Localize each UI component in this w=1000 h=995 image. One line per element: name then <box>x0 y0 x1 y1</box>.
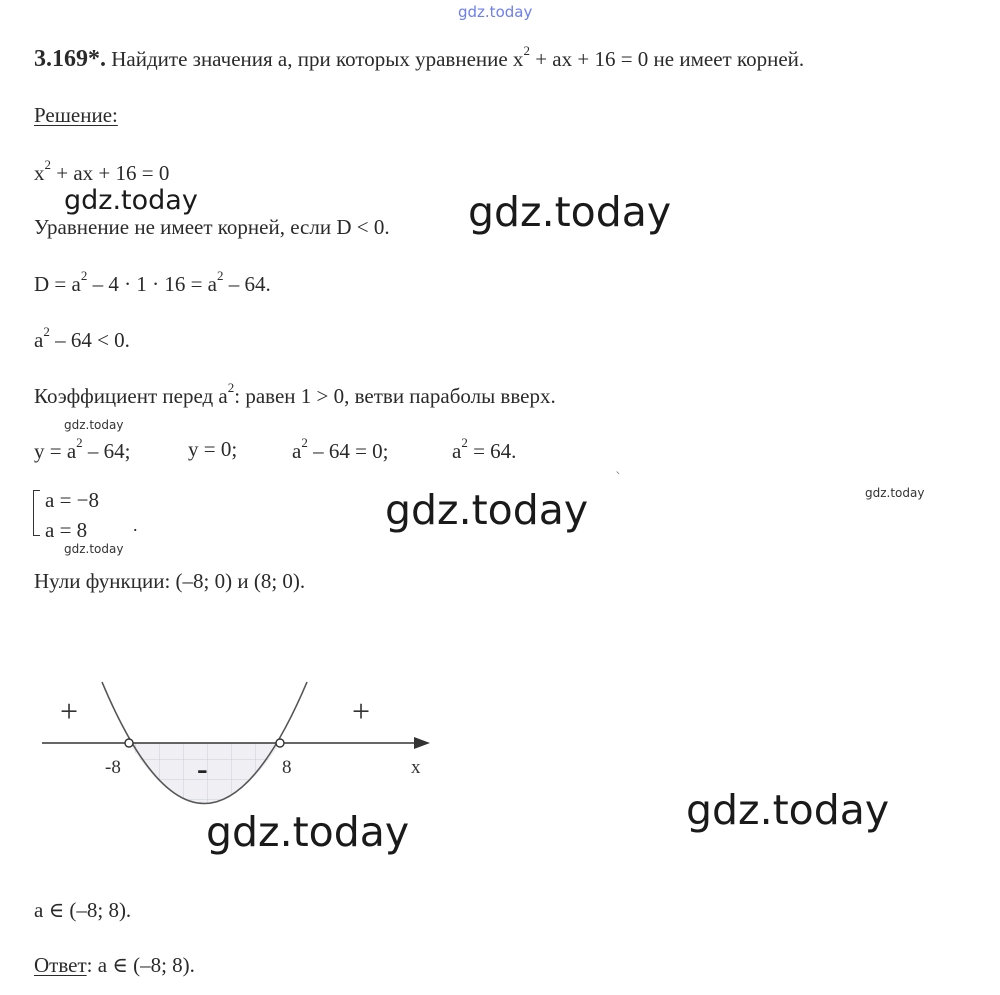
func-3b: – 64 = 0; <box>307 439 389 463</box>
ineq-exponent: 2 <box>43 324 50 339</box>
axis-label-x: x <box>411 757 421 778</box>
func-part-4 <box>452 435 517 463</box>
ineq-rest: – 64 < 0. <box>49 328 130 352</box>
zeros-line: Нули функции: (–8; 0) и (8; 0). <box>34 569 306 593</box>
problem-statement <box>34 43 805 72</box>
result-line: a ∈ (–8; 8). <box>34 898 132 922</box>
system-bracket <box>33 490 40 536</box>
top-watermark: gdz.today <box>458 3 533 21</box>
eq-rest: + ax + 16 = 0 <box>51 161 170 185</box>
problem-text-after: + ax + 16 = 0 не имеет корней. <box>529 47 805 71</box>
func-1-exponent: 2 <box>76 435 83 450</box>
minus-sign: - <box>197 750 208 786</box>
coef-part-b: : равен 1 > 0, ветви параболы вверх. <box>234 384 556 408</box>
watermark-2: gdz.today <box>468 188 672 236</box>
watermark-9: ` <box>615 471 622 487</box>
disc-exponent-2: 2 <box>217 268 224 283</box>
func-part-1 <box>34 435 131 463</box>
func-1a: y = a <box>34 439 77 463</box>
answer-text: : a ∈ (–8; 8). <box>86 953 195 977</box>
inequality-line <box>34 324 130 352</box>
watermark-8: gdz.today <box>206 808 410 856</box>
answer-label: Ответ <box>34 953 87 977</box>
eq-exponent: 2 <box>44 157 51 172</box>
watermark-3: gdz.today <box>64 418 124 432</box>
disc-part-c: – 64. <box>223 272 271 296</box>
tick-label-right: 8 <box>282 757 292 778</box>
func-3a: a <box>292 439 302 463</box>
func-part-2: y = 0; <box>188 437 238 461</box>
system-row-1: a = −8 <box>45 488 100 512</box>
system-dot: . <box>133 515 138 535</box>
disc-exponent-1: 2 <box>80 268 88 283</box>
coefficient-line <box>34 380 556 408</box>
zero-point-right <box>276 739 284 747</box>
watermark-4: gdz.today <box>385 486 589 534</box>
func-part-3 <box>292 435 389 463</box>
ineq-a: a <box>34 328 44 352</box>
disc-part-b: – 4 · 1 · 16 = a <box>87 272 217 296</box>
solution-heading: Решение: <box>34 103 118 127</box>
func-4a: a <box>452 439 462 463</box>
equation-line <box>34 157 170 185</box>
disc-part-a: D = a <box>34 272 81 296</box>
func-4b: = 64. <box>467 439 517 463</box>
func-4-exponent: 2 <box>461 435 468 450</box>
answer-line <box>34 955 195 976</box>
watermark-1: gdz.today <box>64 185 198 216</box>
plus-sign-left: + <box>60 693 79 729</box>
parabola-graph <box>40 680 460 820</box>
discriminant-line <box>34 268 271 296</box>
solution-system <box>33 488 138 543</box>
watermark-5: gdz.today <box>865 486 925 500</box>
problem-text-before: Найдите значения a, при которых уравнение x <box>106 47 524 71</box>
eq-x: x <box>34 161 45 185</box>
zero-point-left <box>125 739 133 747</box>
watermark-6: gdz.today <box>64 542 124 556</box>
problem-exponent: 2 <box>523 43 530 58</box>
func-3-exponent: 2 <box>301 435 308 450</box>
coef-exponent: 2 <box>227 380 235 395</box>
coef-part-a: Коэффициент перед a <box>34 384 228 408</box>
plus-sign-right: + <box>352 693 371 729</box>
system-row-2: a = 8 <box>45 518 88 542</box>
tick-label-left: -8 <box>105 757 121 778</box>
watermark-7: gdz.today <box>686 786 890 834</box>
x-axis-arrow <box>414 737 430 749</box>
func-1b: – 64; <box>82 439 131 463</box>
problem-number: 3.169*. <box>34 46 106 72</box>
condition-line: Уравнение не имеет корней, если D < 0. <box>34 215 390 239</box>
